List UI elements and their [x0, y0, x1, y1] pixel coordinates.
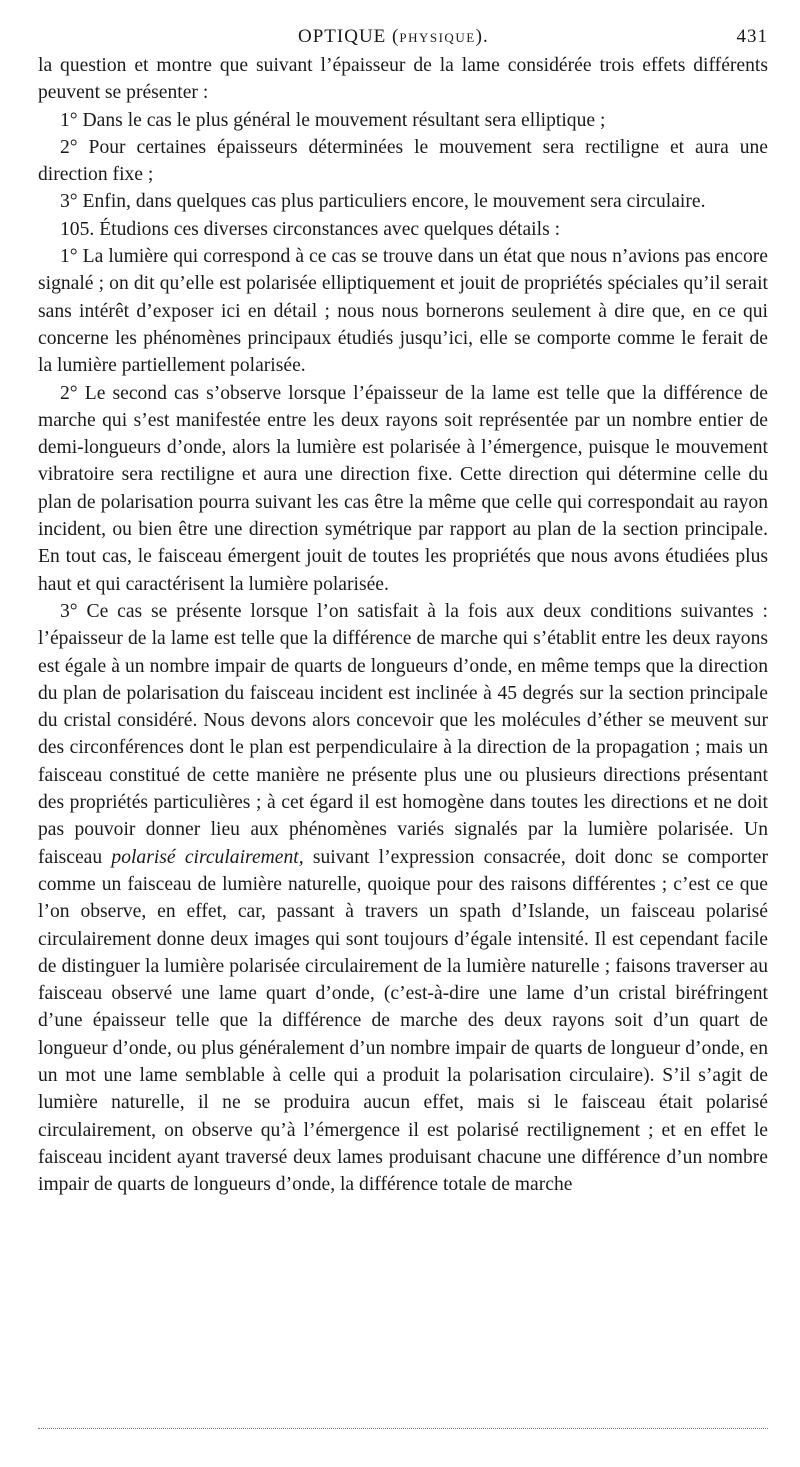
- paragraph: 1° Dans le cas le plus général le mouvement résultant sera elliptique ;: [60, 109, 606, 131]
- paragraph: la question et montre que suivant l’épaisseur de la lame considérée trois effets différents peuvent se présenter :: [38, 55, 768, 104]
- italic-term: polarisé circulairement,: [111, 846, 304, 868]
- paragraph: 2° Pour certaines épaisseurs déterminées le mouvement sera rectiligne et aura une direction fixe ;: [38, 136, 768, 186]
- header-title-main: OPTIQUE (: [298, 26, 400, 47]
- header-title-close: ).: [475, 26, 489, 47]
- page: [38, 26, 768, 1198]
- running-header: [38, 26, 768, 52]
- paragraph-last-after: suivant l’expression consacrée, doit donc se comporter comme un faisceau de lumière naturelle, quoique pour des raisons différentes ; c’est ce que l’on observe, en effet, car, passant à travers un spath d’Islande, un faisceau polarisé circulairement donne deux images qui sont toujours d’égale intensité. Il est cependant facile de distinguer la lumière polarisée circulairement de la lumière naturelle ; faisons traverser au faisceau observé une lame quart d’onde, (c’est-à-dire une lame d’un cristal biréfringent d’une épaisseur telle que la différence de marche des deux rayons soit d’un quart de longueur d’onde, ou plus généralement d’un nombre impair de quarts de longueur d’onde, en un mot une lame semblable à celle qui a produit la polarisation circulaire). S’il s’agit de lumière naturelle, il ne se produira aucun effet, mais si le faisceau était polarisé circulairement, on observe qu’à l’émergence il est polarisé rectilignement ; et en effet le faisceau incident ayant traversé deux lames produisant chacune une différence d’un nombre impair de quarts de longueurs d’onde, la différence totale de marche: [38, 846, 768, 1196]
- page-number: 431: [736, 26, 768, 47]
- paragraph-last-before: 3° Ce cas se présente lorsque l’on satisfait à la fois aux deux conditions suivantes : l’épaisseur de la lame est telle que la différence de marche qui s’établit entre les deux rayons est égale à un nombre impair de quarts de longueurs d’onde, en même temps que la direction du plan de polarisation du faisceau incident est inclinée à 45 degrés sur la section principale du cristal considéré. Nous devons alors concevoir que les molécules d’éther se meuvent sur des circonférences dont le plan est perpendiculaire à la direction de la propagation ; mais un faisceau constitué de cette manière ne présente plus une ou plusieurs directions présentant des propriétés particulières ; à cet égard il est homogène dans toutes les directions et ne doit pas pouvoir donner lieu aux phénomènes variés signalés par la lumière polarisée. Un faisceau: [38, 600, 768, 868]
- paragraph-last: [38, 598, 768, 1199]
- paragraph: 3° Enfin, dans quelques cas plus particuliers encore, le mouvement sera circulaire.: [60, 191, 706, 213]
- header-title: [298, 26, 489, 48]
- section-heading-paragraph: 105. Étudions ces diverses circonstances avec quelques détails :: [60, 218, 561, 240]
- paragraph: 2° Le second cas s’observe lorsque l’épaisseur de la lame est telle que la différence de marche qui s’est manifestée entre les deux rayons soit représentée par un nombre entier de demi-longueurs d’onde, alors la lumière est polarisée à l’émergence, puisque le mouvement vibratoire sera rectiligne et aura une direction fixe. Cette direction qui détermine celle du plan de polarisation pourra suivant les cas être la même que celle qui correspondait au rayon incident, ou bien être une direction symétrique par rapport au plan de la section principale. En tout cas, le faisceau émergent jouit de toutes les propriétés que nous avons étudiées plus haut et qui caractérisent la lumière polarisée.: [38, 382, 768, 595]
- header-subtitle: PHYSIQUE: [399, 30, 476, 45]
- body-text: [38, 52, 768, 1198]
- paragraph: 1° La lumière qui correspond à ce cas se trouve dans un état que nous n’avions pas encore signalé ; on dit qu’elle est polarisée elliptiquement et jouit de propriétés spéciales qu’il serait sans intérêt d’exposer ici en détail ; nous nous bornerons seulement à dire que, en ce qui concerne les phénomènes principaux étudiés jusqu’ici, elle se comporte comme le ferait de la lumière partiellement polarisée.: [38, 246, 768, 377]
- footer-rule: [38, 1428, 768, 1429]
